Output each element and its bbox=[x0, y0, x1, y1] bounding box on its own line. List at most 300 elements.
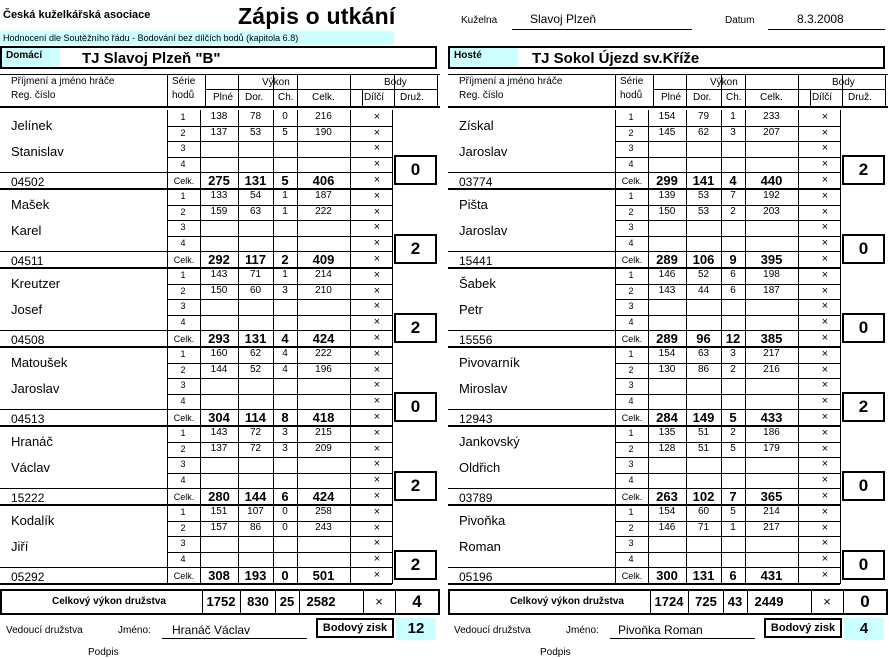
guest-total-plne: 1724 bbox=[654, 594, 684, 609]
home-grid-vline bbox=[350, 347, 351, 426]
home-team-points: 4 bbox=[412, 592, 422, 611]
home-celk-line bbox=[0, 172, 167, 173]
home-grid-vline bbox=[167, 110, 168, 189]
home-serie-value: 143 bbox=[210, 427, 228, 438]
home-grid-vline bbox=[167, 426, 168, 505]
guest-hdr-vline bbox=[653, 74, 654, 107]
home-serie-value: 215 bbox=[315, 427, 332, 438]
guest-grid-vline bbox=[840, 347, 841, 426]
guest-grid-hline bbox=[615, 141, 840, 142]
home-player-block bbox=[0, 505, 440, 584]
guest-celk-line bbox=[448, 330, 615, 331]
guest-serie-number: 3 bbox=[628, 301, 634, 311]
guest-grid-hline bbox=[615, 378, 840, 379]
home-hdr-vline bbox=[394, 74, 395, 107]
home-player-surname: Kreutzer bbox=[11, 276, 61, 291]
guest-player-block bbox=[448, 110, 888, 189]
home-hdr-vline bbox=[205, 74, 206, 107]
guest-player-total: 289 bbox=[656, 331, 678, 346]
home-serie-value: 78 bbox=[249, 111, 262, 122]
home-serie-value: 190 bbox=[315, 126, 332, 138]
guest-player-firstname: Petr bbox=[459, 302, 483, 317]
guest-dilci-cross: × bbox=[821, 174, 829, 186]
home-serie-value: 222 bbox=[315, 348, 332, 359]
home-vedouci-underline bbox=[162, 638, 307, 639]
home-serie-value: 137 bbox=[210, 442, 228, 454]
guest-player-surname: Získal bbox=[459, 118, 494, 133]
guest-grid-vline bbox=[615, 189, 616, 268]
guest-player-block bbox=[448, 268, 888, 347]
guest-serie-number: 1 bbox=[628, 507, 634, 517]
home-grid-hline bbox=[167, 315, 392, 316]
guest-player-block bbox=[448, 426, 888, 505]
home-hdr-vline bbox=[437, 74, 438, 107]
guest-player-surname: Pišta bbox=[459, 197, 488, 212]
home-serie-value: 3 bbox=[282, 284, 288, 296]
guest-grid-vline bbox=[615, 110, 616, 189]
guest-player-points: 0 bbox=[842, 471, 885, 501]
guest-player-total: 4 bbox=[729, 173, 737, 188]
home-serie-value: 4 bbox=[282, 348, 288, 359]
guest-grid-vline bbox=[615, 347, 616, 426]
home-player-block bbox=[0, 426, 440, 505]
guest-dilci-cross: × bbox=[821, 506, 829, 518]
home-bodovy-zisk-value: 12 bbox=[396, 618, 436, 640]
home-col-name2: Reg. číslo bbox=[11, 90, 56, 101]
home-grid-vline bbox=[167, 505, 168, 584]
home-player-firstname: Václav bbox=[11, 460, 51, 475]
guest-serie-number: 2 bbox=[628, 443, 634, 454]
home-team-name: TJ Slavoj Plzeň "B" bbox=[82, 50, 221, 67]
kuzelna-underline bbox=[512, 29, 692, 30]
home-serie-value: 63 bbox=[249, 205, 262, 217]
divider bbox=[723, 591, 724, 613]
guest-dilci-cross: × bbox=[821, 205, 829, 218]
home-serie-value: 150 bbox=[210, 284, 228, 296]
guest-player-total: 395 bbox=[760, 252, 783, 267]
home-player-total: 424 bbox=[312, 489, 335, 504]
home-grid-vline bbox=[350, 268, 351, 347]
home-grid-hline bbox=[167, 394, 392, 395]
guest-player-block bbox=[448, 189, 888, 268]
guest-grid-hline bbox=[615, 536, 840, 537]
home-dilci-cross: × bbox=[373, 473, 381, 486]
guest-player-block bbox=[448, 347, 888, 426]
guest-player-points: 0 bbox=[842, 234, 885, 264]
guest-player-total: 102 bbox=[692, 489, 715, 504]
home-panel bbox=[0, 74, 440, 586]
home-celk-label: Celk. bbox=[173, 492, 195, 502]
home-serie-number: 3 bbox=[180, 301, 186, 311]
home-dilci-cross: × bbox=[373, 394, 381, 407]
home-player-total: 131 bbox=[244, 173, 267, 188]
guest-hdr-bottom bbox=[448, 106, 888, 108]
home-serie-number: 1 bbox=[180, 112, 186, 122]
home-player-surname: Kodalík bbox=[11, 513, 55, 528]
guest-player-points: 0 bbox=[842, 550, 885, 580]
home-dilci-cross: × bbox=[373, 379, 381, 391]
guest-grid-vline bbox=[798, 347, 799, 426]
guest-celk-label: Celk. bbox=[621, 492, 643, 502]
guest-serie-value: 86 bbox=[697, 363, 710, 375]
home-grid-vline bbox=[350, 505, 351, 584]
guest-player-total: 431 bbox=[760, 568, 783, 583]
home-serie-number: 1 bbox=[180, 428, 186, 438]
home-serie-number: 3 bbox=[180, 380, 186, 390]
home-dilci-cross: × bbox=[373, 126, 381, 139]
home-player-total: 0 bbox=[281, 568, 289, 583]
home-celk-line bbox=[0, 330, 167, 331]
guest-serie-number: 1 bbox=[628, 191, 634, 201]
home-player-block bbox=[0, 268, 440, 347]
guest-dilci-cross: × bbox=[821, 552, 829, 565]
guest-col-dor: Dor. bbox=[693, 92, 712, 103]
home-hdr-vline bbox=[238, 74, 239, 107]
guest-col-serie1: Série bbox=[620, 76, 644, 87]
guest-dilci-cross: × bbox=[821, 284, 829, 297]
home-dilci-cross: × bbox=[373, 348, 381, 360]
guest-serie-value: 154 bbox=[658, 111, 676, 122]
home-player-total: 8 bbox=[281, 410, 289, 425]
guest-celk-label: Celk. bbox=[621, 334, 643, 344]
home-total-cross: × bbox=[375, 594, 383, 609]
home-serie-number: 3 bbox=[180, 143, 186, 153]
guest-hdr-vline bbox=[745, 74, 746, 107]
guest-serie-value: 51 bbox=[697, 427, 710, 438]
home-player-total: 406 bbox=[312, 173, 335, 188]
guest-serie-number: 4 bbox=[628, 395, 634, 406]
home-serie-value: 1 bbox=[282, 190, 288, 201]
home-total-plne: 1752 bbox=[206, 594, 236, 609]
home-dilci-cross: × bbox=[373, 552, 381, 565]
home-celk-line bbox=[0, 409, 167, 410]
home-dilci-cross: × bbox=[373, 427, 381, 439]
hodnoceni-note: Hodnocení dle Soutěžního řádu - Bodování bez dílčích bodů (kapitola 6.8) bbox=[0, 31, 394, 45]
home-hdr-vline bbox=[273, 74, 274, 107]
guest-player-total: 300 bbox=[656, 568, 678, 583]
home-serie-number: 3 bbox=[180, 222, 186, 232]
home-grid-vline bbox=[392, 426, 393, 505]
guest-panel bbox=[448, 74, 888, 586]
home-dilci-cross: × bbox=[373, 315, 381, 328]
home-player-total: 308 bbox=[208, 568, 230, 583]
guest-total-label: Celkový výkon družstva bbox=[510, 596, 624, 607]
guest-grid-vline bbox=[798, 189, 799, 268]
home-serie-number: 1 bbox=[180, 507, 186, 517]
home-serie-number: 4 bbox=[180, 474, 186, 485]
home-player-total: 292 bbox=[208, 252, 230, 267]
home-grid-vline bbox=[167, 189, 168, 268]
home-serie-value: 258 bbox=[315, 506, 332, 517]
guest-player-reg: 05196 bbox=[459, 570, 493, 584]
guest-celk-label: Celk. bbox=[621, 413, 643, 423]
home-hdr-vline bbox=[167, 74, 168, 107]
guest-dilci-cross: × bbox=[821, 126, 829, 139]
datum-underline bbox=[768, 29, 885, 30]
guest-block-bottom bbox=[448, 583, 840, 585]
guest-serie-value: 135 bbox=[658, 427, 676, 438]
guest-dilci-cross: × bbox=[821, 315, 829, 328]
home-dilci-cross: × bbox=[373, 174, 381, 186]
guest-serie-value: 53 bbox=[697, 190, 710, 201]
home-total-celk: 2582 bbox=[306, 594, 336, 609]
guest-player-firstname: Jaroslav bbox=[459, 144, 508, 159]
home-col-dilci: Dílčí bbox=[364, 92, 384, 103]
home-hdr-top bbox=[0, 74, 440, 75]
home-col-name1: Příjmení a jméno hráče bbox=[11, 76, 115, 87]
home-player-points: 0 bbox=[394, 392, 437, 422]
guest-grid-vline bbox=[798, 426, 799, 505]
home-serie-number: 4 bbox=[180, 316, 186, 327]
guest-player-total: 385 bbox=[760, 331, 783, 346]
home-hdr-vline bbox=[297, 74, 298, 107]
guest-serie-value: 1 bbox=[730, 521, 736, 533]
guest-serie-value: 71 bbox=[697, 521, 710, 533]
guest-serie-value: 52 bbox=[697, 269, 710, 280]
guest-serie-value: 203 bbox=[763, 205, 780, 217]
guest-col-plne: Plné bbox=[661, 92, 682, 103]
home-serie-value: 0 bbox=[282, 111, 288, 122]
guest-serie-value: 5 bbox=[730, 442, 736, 454]
guest-serie-value: 187 bbox=[763, 284, 780, 296]
home-player-surname: Matoušek bbox=[11, 355, 68, 370]
home-jmeno-label: Jméno: bbox=[118, 625, 151, 636]
home-player-firstname: Karel bbox=[11, 223, 42, 238]
home-grid-hline bbox=[167, 457, 392, 458]
home-serie-value: 71 bbox=[249, 269, 262, 280]
guest-hdr-vline bbox=[842, 74, 843, 107]
home-dilci-cross: × bbox=[373, 190, 381, 202]
home-team-header bbox=[0, 46, 437, 69]
guest-dilci-cross: × bbox=[821, 379, 829, 391]
guest-col-druz: Druž. bbox=[848, 92, 872, 103]
guest-dilci-cross: × bbox=[821, 332, 829, 344]
guest-serie-value: 154 bbox=[658, 506, 676, 517]
guest-team-name: TJ Sokol Újezd sv.Kříže bbox=[532, 50, 700, 67]
home-player-total: 275 bbox=[208, 173, 230, 188]
home-serie-value: 137 bbox=[210, 126, 228, 138]
home-player-total: 501 bbox=[312, 568, 335, 583]
home-dilci-cross: × bbox=[373, 300, 381, 312]
guest-serie-value: 3 bbox=[730, 348, 736, 359]
home-serie-number: 1 bbox=[180, 349, 186, 359]
guest-serie-number: 4 bbox=[628, 316, 634, 327]
guest-serie-value: 207 bbox=[763, 126, 780, 138]
home-serie-value: 210 bbox=[315, 284, 332, 296]
guest-dilci-cross: × bbox=[821, 300, 829, 312]
guest-dilci-cross: × bbox=[821, 142, 829, 154]
guest-player-total: 7 bbox=[729, 489, 737, 504]
guest-serie-value: 179 bbox=[763, 442, 780, 454]
guest-grid-hline bbox=[615, 473, 840, 474]
guest-grid-hline bbox=[615, 552, 840, 553]
guest-player-reg: 03774 bbox=[459, 175, 493, 189]
home-dilci-cross: × bbox=[373, 205, 381, 218]
guest-player-total: 106 bbox=[692, 252, 715, 267]
guest-serie-value: 146 bbox=[658, 269, 676, 280]
guest-serie-value: 44 bbox=[697, 284, 710, 296]
home-player-total: 144 bbox=[244, 489, 267, 504]
home-serie-value: 222 bbox=[315, 205, 332, 217]
guest-player-points: 0 bbox=[842, 313, 885, 343]
guest-player-total: 263 bbox=[656, 489, 678, 504]
guest-total-ch: 43 bbox=[727, 594, 743, 609]
guest-player-points: 2 bbox=[842, 392, 885, 422]
guest-player-reg: 15556 bbox=[459, 333, 493, 347]
home-serie-value: 60 bbox=[249, 284, 262, 296]
home-player-total: 418 bbox=[312, 410, 335, 425]
guest-jmeno-label: Jméno: bbox=[566, 625, 599, 636]
guest-serie-value: 216 bbox=[763, 363, 780, 375]
home-player-surname: Jelínek bbox=[11, 118, 53, 133]
home-col-plne: Plné bbox=[213, 92, 234, 103]
guest-player-total: 433 bbox=[760, 410, 783, 425]
home-dilci-cross: × bbox=[373, 269, 381, 281]
guest-celk-line bbox=[448, 567, 615, 568]
home-dilci-cross: × bbox=[373, 142, 381, 154]
guest-celk-label: Celk. bbox=[621, 255, 643, 265]
home-serie-value: 143 bbox=[210, 269, 228, 280]
home-serie-value: 214 bbox=[315, 269, 332, 280]
guest-serie-value: 60 bbox=[697, 506, 710, 517]
guest-player-block bbox=[448, 505, 888, 584]
guest-player-firstname: Miroslav bbox=[459, 381, 508, 396]
guest-grid-hline bbox=[615, 394, 840, 395]
home-serie-number: 3 bbox=[180, 538, 186, 548]
home-grid-vline bbox=[350, 189, 351, 268]
home-serie-number: 4 bbox=[180, 553, 186, 564]
guest-player-surname: Jankovský bbox=[459, 434, 520, 449]
home-serie-value: 196 bbox=[315, 363, 332, 375]
guest-player-total: 440 bbox=[760, 173, 783, 188]
guest-serie-value: 2 bbox=[730, 205, 736, 217]
home-grid-vline bbox=[350, 110, 351, 189]
home-player-firstname: Stanislav bbox=[11, 144, 64, 159]
guest-dilci-cross: × bbox=[821, 111, 829, 123]
guest-serie-value: 145 bbox=[658, 126, 676, 138]
guest-team-points: 0 bbox=[860, 592, 870, 611]
home-serie-value: 86 bbox=[249, 521, 262, 533]
home-dilci-cross: × bbox=[373, 236, 381, 249]
guest-col-dilci: Dílčí bbox=[812, 92, 832, 103]
guest-player-firstname: Oldřich bbox=[459, 460, 501, 475]
home-dilci-cross: × bbox=[373, 111, 381, 123]
guest-serie-value: 79 bbox=[697, 111, 710, 122]
guest-col-serie2: hodů bbox=[620, 90, 643, 101]
guest-serie-number: 4 bbox=[628, 158, 634, 169]
home-dilci-cross: × bbox=[373, 221, 381, 233]
home-celk-label: Celk. bbox=[173, 334, 195, 344]
home-player-total: 280 bbox=[208, 489, 230, 504]
guest-serie-value: 198 bbox=[763, 269, 780, 280]
home-player-firstname: Jiří bbox=[11, 539, 29, 554]
guest-serie-number: 4 bbox=[628, 553, 634, 564]
home-dilci-cross: × bbox=[373, 363, 381, 376]
home-dilci-cross: × bbox=[373, 569, 381, 581]
home-col-ch: Ch. bbox=[278, 92, 294, 103]
guest-serie-number: 1 bbox=[628, 270, 634, 280]
home-serie-value: 160 bbox=[210, 348, 228, 359]
home-serie-value: 138 bbox=[210, 111, 228, 122]
guest-grid-vline bbox=[615, 505, 616, 584]
guest-player-total: 96 bbox=[696, 331, 711, 346]
guest-serie-value: 51 bbox=[697, 442, 710, 454]
guest-team-header bbox=[448, 46, 885, 69]
guest-serie-number: 2 bbox=[628, 285, 634, 296]
guest-serie-value: 130 bbox=[658, 363, 676, 375]
home-player-firstname: Josef bbox=[11, 302, 43, 317]
guest-dilci-cross: × bbox=[821, 411, 829, 423]
guest-label: Hosté bbox=[450, 48, 518, 67]
home-player-points: 2 bbox=[394, 471, 437, 501]
home-col-vykon: Výkon bbox=[262, 77, 290, 88]
home-serie-value: 144 bbox=[210, 363, 228, 375]
guest-bodovy-zisk-value: 4 bbox=[844, 618, 884, 640]
guest-serie-number: 4 bbox=[628, 474, 634, 485]
guest-serie-value: 214 bbox=[763, 506, 780, 517]
divider bbox=[299, 591, 300, 613]
guest-player-total: 9 bbox=[729, 252, 737, 267]
divider bbox=[688, 591, 689, 613]
guest-grid-vline bbox=[840, 189, 841, 268]
home-dilci-cross: × bbox=[373, 490, 381, 502]
home-serie-value: 3 bbox=[282, 442, 288, 454]
guest-celk-label: Celk. bbox=[621, 571, 643, 581]
home-player-total: 6 bbox=[281, 489, 289, 504]
home-hdr-vline bbox=[362, 89, 363, 107]
home-serie-value: 157 bbox=[210, 521, 228, 533]
home-grid-hline bbox=[167, 378, 392, 379]
home-grid-hline bbox=[167, 299, 392, 300]
home-grid-vline bbox=[167, 268, 168, 347]
home-podpis-label: Podpis bbox=[88, 647, 119, 658]
home-player-block bbox=[0, 189, 440, 268]
guest-player-surname: Šabek bbox=[459, 276, 496, 291]
home-player-points: 2 bbox=[394, 234, 437, 264]
home-serie-value: 209 bbox=[315, 442, 332, 454]
home-serie-number: 4 bbox=[180, 395, 186, 406]
home-player-block bbox=[0, 347, 440, 426]
guest-player-firstname: Jaroslav bbox=[459, 223, 508, 238]
guest-hdr-top bbox=[448, 74, 888, 75]
home-vedouci-name: Hranáč Václav bbox=[172, 623, 251, 637]
guest-dilci-cross: × bbox=[821, 236, 829, 249]
home-col-druz: Druž. bbox=[400, 92, 424, 103]
kuzelna-label: Kuželna bbox=[461, 15, 498, 26]
home-serie-number: 1 bbox=[180, 191, 186, 201]
home-celk-label: Celk. bbox=[173, 255, 195, 265]
guest-serie-number: 3 bbox=[628, 143, 634, 153]
guest-celk-line bbox=[448, 251, 615, 252]
divider bbox=[650, 591, 651, 613]
home-player-reg: 04502 bbox=[11, 175, 45, 189]
guest-serie-number: 1 bbox=[628, 428, 634, 438]
home-dilci-cross: × bbox=[373, 537, 381, 549]
home-serie-value: 243 bbox=[315, 521, 332, 533]
guest-dilci-cross: × bbox=[821, 490, 829, 502]
home-serie-number: 2 bbox=[180, 443, 186, 454]
guest-serie-value: 6 bbox=[730, 284, 736, 296]
page-title: Zápis o utkání bbox=[238, 3, 396, 29]
home-player-points: 2 bbox=[394, 550, 437, 580]
kuzelna-value: Slavoj Plzeň bbox=[530, 12, 597, 26]
home-col-serie1: Série bbox=[172, 76, 196, 87]
guest-grid-vline bbox=[840, 268, 841, 347]
guest-serie-value: 7 bbox=[730, 190, 736, 201]
guest-serie-number: 3 bbox=[628, 380, 634, 390]
home-grid-vline bbox=[392, 110, 393, 189]
home-grid-vline bbox=[392, 189, 393, 268]
